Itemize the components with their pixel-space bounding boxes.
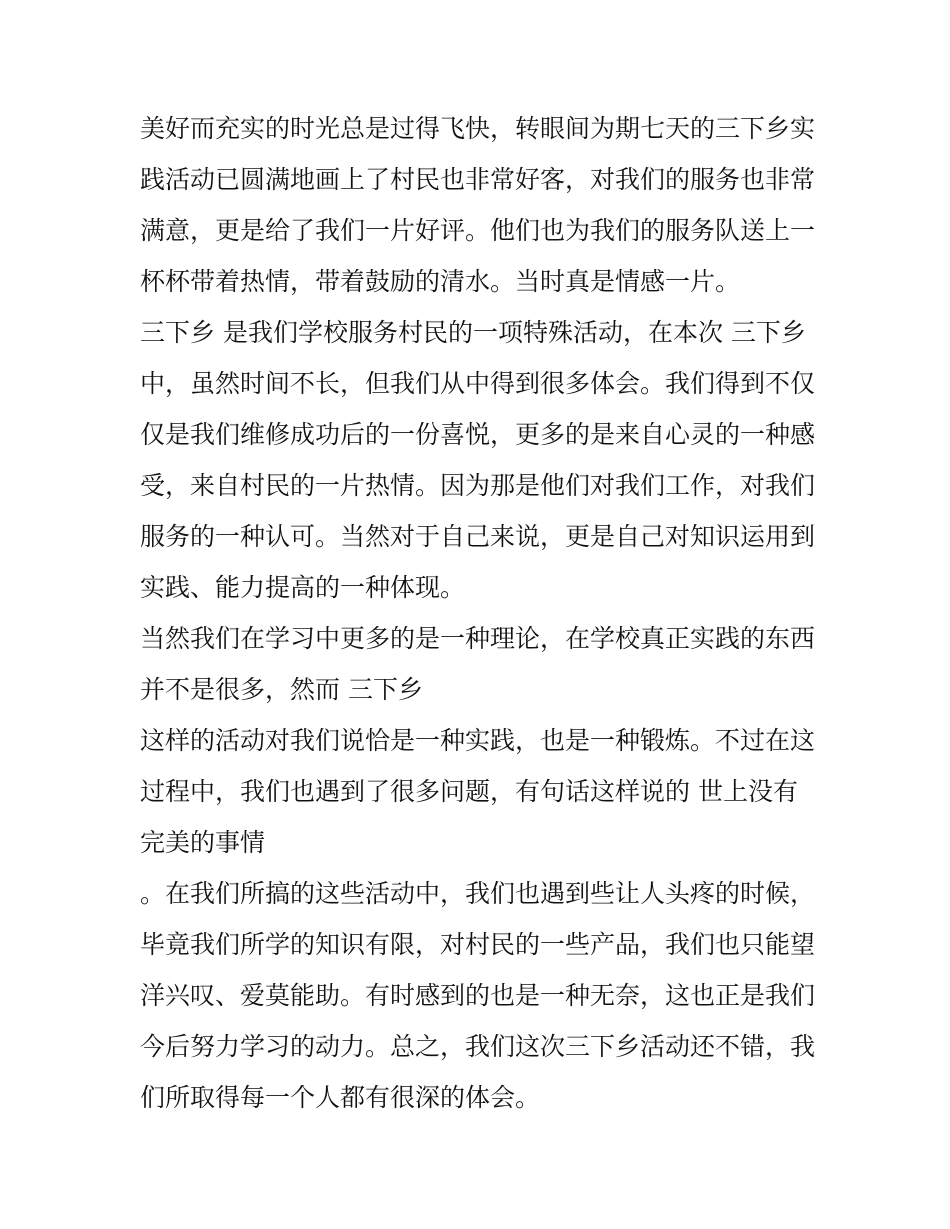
text-line: 受，来自村民的一片热情。因为那是他们对我们工作，对我们 [140,471,816,500]
text-line: 洋兴叹、爱莫能助。有时感到的也是一种无奈，这也正是我们 [140,981,816,1010]
text-line: 毕竟我们所学的知识有限，对村民的一些产品，我们也只能望 [140,930,816,959]
text-line: 美好而充实的时光总是过得飞快，转眼间为期七天的三下乡实 [140,114,816,143]
text-line: 当然我们在学习中更多的是一种理论，在学校真正实践的东西 [140,624,816,653]
text-line: 中，虽然时间不长，但我们从中得到很多体会。我们得到不仅 [140,369,816,398]
text-line: 实践、能力提高的一种体现。 [140,573,466,602]
text-line: 杯杯带着热情，带着鼓励的清水。当时真是情感一片。 [140,267,741,296]
text-line: 这样的活动对我们说恰是一种实践，也是一种锻炼。不过在这 [140,726,816,755]
text-line: 三下乡 是我们学校服务村民的一项特殊活动，在本次 三下乡 [140,318,806,347]
text-line: 服务的一种认可。当然对于自己来说，更是自己对知识运用到 [140,522,816,551]
body-text [140,103,820,1123]
text-line: 过程中，我们也遇到了很多问题，有句话这样说的 世上没有 [140,777,798,806]
text-line: 并不是很多，然而 三下乡 [140,675,423,704]
text-line: 。在我们所搞的这些活动中，我们也遇到些让人头疼的时候， [140,879,816,908]
text-line: 们所取得每一个人都有很深的体会。 [140,1083,541,1112]
text-line: 今后努力学习的动力。总之，我们这次三下乡活动还不错，我 [140,1032,816,1061]
text-line: 践活动已圆满地画上了村民也非常好客，对我们的服务也非常 [140,165,816,194]
text-line: 仅是我们维修成功后的一份喜悦，更多的是来自心灵的一种感 [140,420,816,449]
text-line: 满意，更是给了我们一片好评。他们也为我们的服务队送上一 [140,216,816,245]
text-line: 完美的事情 [140,828,266,857]
